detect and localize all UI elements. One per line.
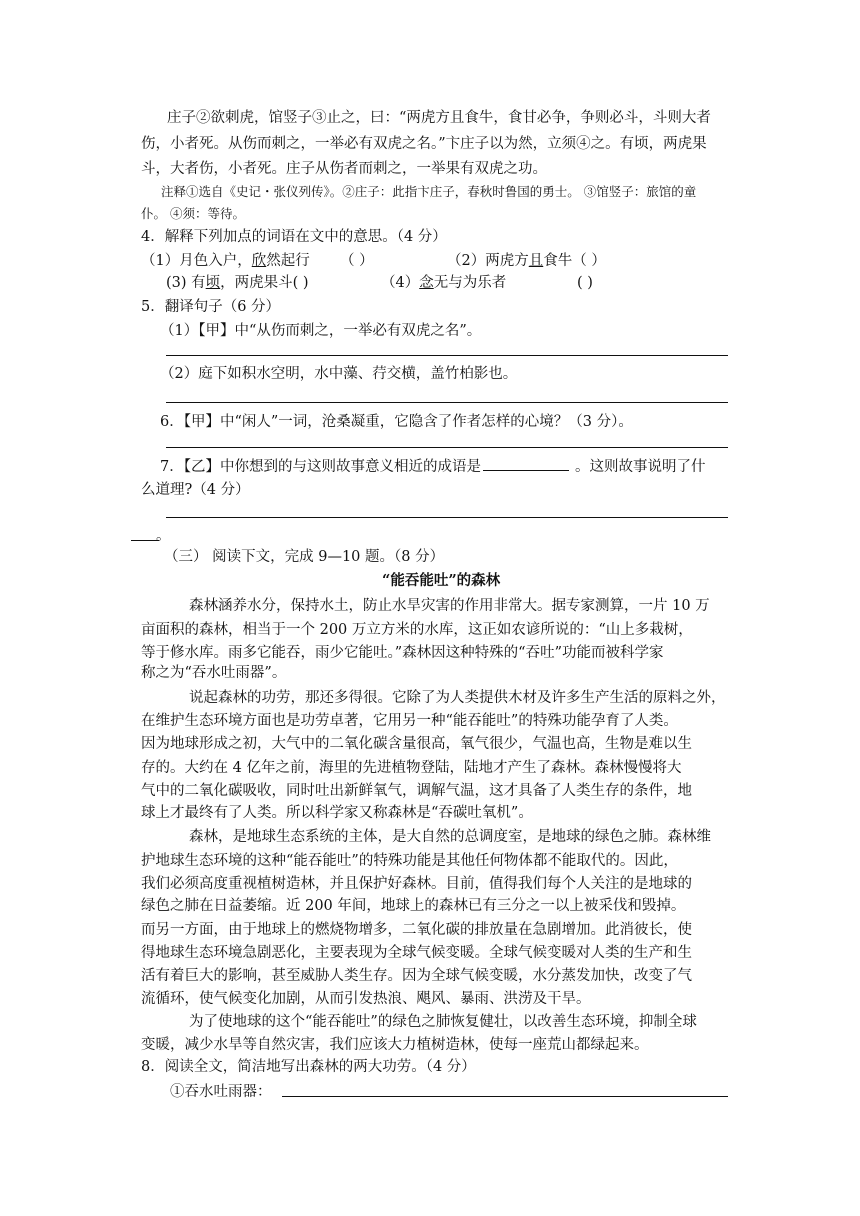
article-line: 球上才最终有了人类。所以科学家又称森林是“吞碳吐氧机”。 — [141, 805, 533, 821]
dotted-word: 顷 — [205, 275, 221, 291]
answer-line[interactable] — [166, 447, 728, 448]
article-line: 我们必须高度重视植树造林，并且保护好森林。目前，值得我们每个人关注的是地球的 — [141, 876, 692, 892]
article-line: 变暖，减少水旱等自然灾害，我们应该大力植树造林，使每一座荒山都绿起来。 — [141, 1037, 649, 1053]
article-title: “能吞能吐”的森林 — [382, 572, 501, 589]
question-5-title: 5．翻译句子（6 分） — [141, 299, 281, 315]
dotted-word: 且 — [528, 253, 544, 269]
item-text: 。这则故事说明了什 — [574, 459, 706, 475]
item-text: 食牛（ ） — [543, 253, 606, 269]
question-8-item-1: ①吞水吐雨器： — [170, 1084, 272, 1100]
section-heading: （三） 阅读下文，完成 9—10 题。（8 分） — [164, 549, 445, 565]
passage-line: 庄子②欲刺虎，馆竖子③止之，曰：“两虎方且食牛，食甘必争，争则必斗，斗则大者 — [167, 110, 711, 126]
question-7-line-1 — [160, 456, 705, 477]
question-4-item-4 — [381, 273, 506, 293]
article-line: 为了使地球的这个“能吞能吐”的绿色之肺恢复健壮，以改善生态环境，抑制全球 — [189, 1014, 697, 1030]
item-text: （2）两虎方 — [447, 253, 529, 269]
question-4-item-3 — [166, 273, 309, 293]
answer-line[interactable] — [166, 402, 728, 403]
question-4-title: 4．解释下列加点的词语在文中的意思。（4 分） — [141, 229, 447, 245]
answer-line[interactable] — [166, 355, 728, 356]
question-8-title: 8．阅读全文，简洁地写出森林的两大功劳。（4 分） — [141, 1059, 476, 1075]
item-text: ，两虎果斗( ) — [220, 275, 309, 291]
article-line: 森林，是地球生态系统的主体，是大自然的总调度室，是地球的绿色之肺。森林维 — [189, 829, 711, 845]
passage-line: 伤，小者死。从伤而刺之，一举必有双虎之名。”卞庄子以为然，立须④之。有顷，两虎果 — [141, 136, 707, 152]
item-text: 然起行 — [266, 253, 310, 269]
article-line: 存的。大约在 4 亿年之前，海里的先进植物登陆，陆地才产生了森林。森林慢慢将大 — [141, 760, 682, 776]
dotted-word: 念 — [419, 275, 434, 291]
dotted-word: 欣 — [251, 253, 267, 269]
answer-blank[interactable] — [483, 456, 569, 471]
article-line: 而另一方面，由于地球上的燃烧物增多，二氧化碳的排放量在急剧增加。此消彼长，使 — [141, 922, 692, 938]
question-4-item-1 — [141, 251, 310, 271]
article-line: 因为地球形成之初，大气中的二氧化碳含量很高，氧气很少，气温也高，生物是难以生 — [141, 736, 692, 752]
item-text: (3) 有 — [166, 275, 206, 291]
article-line: 护地球生态环境的这种“能吞能吐”的特殊功能是其他任何物体都不能取代的。因此， — [141, 853, 678, 869]
article-line: 在维护生态环境方面也是功劳卓著，它用另一种“能吞能吐”的特殊功能孕育了人类。 — [141, 713, 678, 729]
article-line: 等于修水库。雨多它能吞，雨少它能吐。”森林因这种特殊的“吞吐”功能而被科学家 — [141, 645, 664, 661]
article-line: 说起森林的功劳，那还多得很。它除了为人类提供木材及许多生产生活的原料之外， — [189, 690, 726, 706]
question-6-title: 6．【甲】中“闲人”一词，沧桑凝重，它隐含了作者怎样的心境？（3 分）。 — [160, 414, 633, 430]
article-line: 绿色之肺在日益萎缩。近 200 年间，地球上的森林已有三分之一以上被采伐和毁掉。 — [141, 898, 686, 914]
answer-blank[interactable]: （ ） — [340, 253, 374, 269]
question-7-line-2: 么道理?（4 分） — [141, 482, 250, 498]
article-line: 活有着巨大的影响，甚至威胁人类生存。因为全球气候变暖，水分蒸发加快，改变了气 — [141, 968, 692, 984]
question-5-sub-2: （2）庭下如积水空明，水中藻、荇交横，盖竹柏影也。 — [160, 366, 518, 382]
question-4-item-2 — [447, 251, 606, 271]
footnote-line: 注释①选自《史记・张仪列传》。②庄子：此指卞庄子，春秋时鲁国的勇士。 ③馆竖子：旅馆的童 — [161, 184, 697, 199]
footnote-line: 仆。 ④须：等待。 — [141, 206, 245, 221]
answer-line[interactable] — [131, 540, 159, 541]
article-line: 气中的二氧化碳吸收，同时吐出新鲜氧气，调解气温，这才具备了人类生存的条件，地 — [141, 783, 692, 799]
item-text: 7．【乙】中你想到的与这则故事意义相近的成语是 — [160, 459, 481, 475]
article-line: 称之为“吞水吐雨器”。 — [141, 665, 287, 681]
passage-line: 斗，大者伤，小者死。庄子从伤者而刺之，一举果有双虎之功。 — [141, 161, 547, 177]
item-text: （1）月色入户， — [141, 253, 252, 269]
article-line: 亩面积的森林，相当于一个 200 万立方米的水库，这正如农谚所说的：“山上多栽树， — [141, 622, 693, 638]
article-line: 得地球生态环境急剧恶化，主要表现为全球气候变暖。全球气候变暖对人类的生产和生 — [141, 945, 692, 961]
article-line: 森林涵养水分，保持水土，防止水旱灾害的作用非常大。据专家测算，一片 10 万 — [189, 598, 710, 614]
article-line: 流循环，使气候变化加剧，从而引发热浪、飓风、暴雨、洪涝及干旱。 — [141, 991, 591, 1007]
question-5-sub-1: （1）【甲】中“从伤而刺之，一举必有双虎之名”。 — [160, 323, 482, 339]
item-text: 无与为乐者 — [433, 275, 507, 291]
period-mark: 。 — [156, 528, 171, 544]
item-text: （4） — [381, 275, 420, 291]
answer-line[interactable] — [282, 1096, 728, 1097]
answer-line[interactable] — [166, 517, 728, 518]
answer-blank[interactable]: ( ) — [577, 275, 593, 291]
